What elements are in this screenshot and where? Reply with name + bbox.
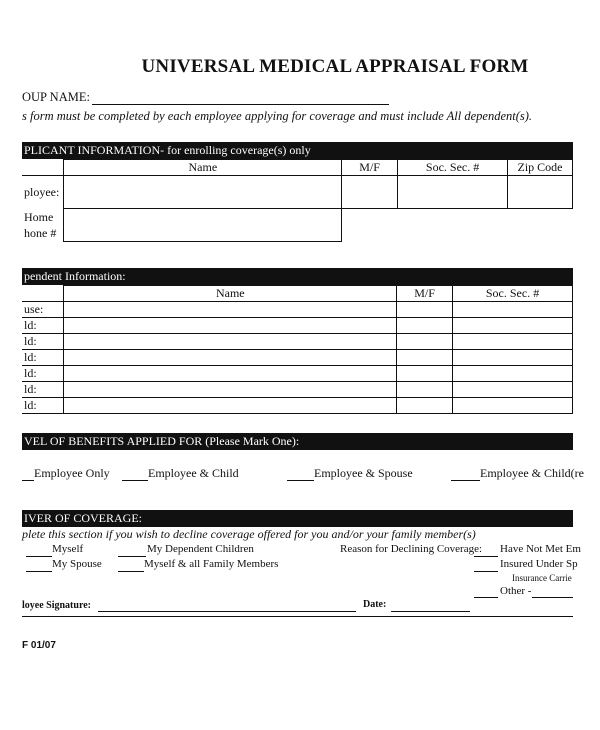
waiver-checkline[interactable] <box>118 556 146 557</box>
group-name-label: OUP NAME: <box>22 90 90 104</box>
waiver-checkline[interactable] <box>118 571 144 572</box>
dependent-row: ld: <box>22 334 573 350</box>
group-name-field[interactable] <box>92 104 389 105</box>
waiver-option: Myself & all Family Members <box>144 558 279 570</box>
signature-label: loyee Signature: <box>22 600 91 611</box>
col-zip: Zip Code <box>508 160 573 176</box>
signature-field[interactable] <box>98 611 356 612</box>
col-ssn: Soc. Sec. # <box>398 160 508 176</box>
employee-label: ployee: <box>22 176 64 209</box>
benefit-option: Employee & Child(re <box>480 466 584 480</box>
waiver-checkline[interactable] <box>26 556 52 557</box>
other-reason-field[interactable] <box>532 597 573 598</box>
dep-col-name: Name <box>64 286 397 302</box>
dependent-table <box>22 285 573 414</box>
employee-name-cell[interactable] <box>64 176 342 209</box>
form-code: F 01/07 <box>22 640 56 651</box>
employee-ssn-cell[interactable] <box>398 176 508 209</box>
reason-checkline[interactable] <box>474 597 498 598</box>
reason-option: Other - <box>500 585 532 597</box>
dependent-row: ld: <box>22 366 573 382</box>
dependent-row: ld: <box>22 318 573 334</box>
dependent-row: ld: <box>22 398 573 414</box>
dep-col-mf: M/F <box>397 286 453 302</box>
dependent-row: ld: <box>22 382 573 398</box>
form-title: UNIVERSAL MEDICAL APPRAISAL FORM <box>141 56 529 77</box>
benefit-option: Employee & Child <box>148 466 239 480</box>
applicant-table <box>22 159 573 242</box>
signature-divider <box>22 616 573 617</box>
date-label: Date: <box>363 599 387 610</box>
reason-checkline[interactable] <box>474 571 498 572</box>
col-mf: M/F <box>342 160 398 176</box>
reason-label: Reason for Declining Coverage: <box>340 543 483 555</box>
benefit-checkline[interactable] <box>287 480 314 481</box>
waiver-checkline[interactable] <box>26 571 52 572</box>
home-phone-cell[interactable] <box>64 209 342 242</box>
dependent-row: ld: <box>22 350 573 366</box>
col-name: Name <box>64 160 342 176</box>
benefit-checkline[interactable] <box>22 480 34 481</box>
home-phone-label: Home hone # <box>22 209 64 242</box>
instruction-text: s form must be completed by each employee applying for coverage and must include All dependent(s). <box>22 109 533 123</box>
waiver-option: Myself <box>52 543 84 555</box>
benefit-checkline[interactable] <box>451 480 480 481</box>
applicant-section-header: PLICANT INFORMATION- for enrolling coverage(s) only <box>22 142 573 159</box>
dependent-section-header: pendent Information: <box>22 268 573 285</box>
benefit-option: Employee & Spouse <box>314 466 413 480</box>
employee-mf-cell[interactable] <box>342 176 398 209</box>
employee-zip-cell[interactable] <box>508 176 573 209</box>
benefit-checkline[interactable] <box>122 480 148 481</box>
waiver-instruction: plete this section if you wish to decline coverage offered for you and/or your family member(s) <box>22 527 476 541</box>
reason-option: Insured Under Sp <box>500 558 578 570</box>
waiver-option: My Dependent Children <box>147 543 254 555</box>
reason-option-continued: Insurance Carrie <box>512 573 572 583</box>
dependent-row: use: <box>22 302 573 318</box>
benefit-option: Employee Only <box>34 466 110 480</box>
reason-checkline[interactable] <box>474 556 498 557</box>
reason-option: Have Not Met Em <box>500 543 581 555</box>
dep-col-ssn: Soc. Sec. # <box>453 286 573 302</box>
waiver-section-header: IVER OF COVERAGE: <box>22 510 573 527</box>
date-field[interactable] <box>391 611 470 612</box>
benefits-section-header: VEL OF BENEFITS APPLIED FOR (Please Mark One): <box>22 433 573 450</box>
waiver-option: My Spouse <box>52 558 102 570</box>
